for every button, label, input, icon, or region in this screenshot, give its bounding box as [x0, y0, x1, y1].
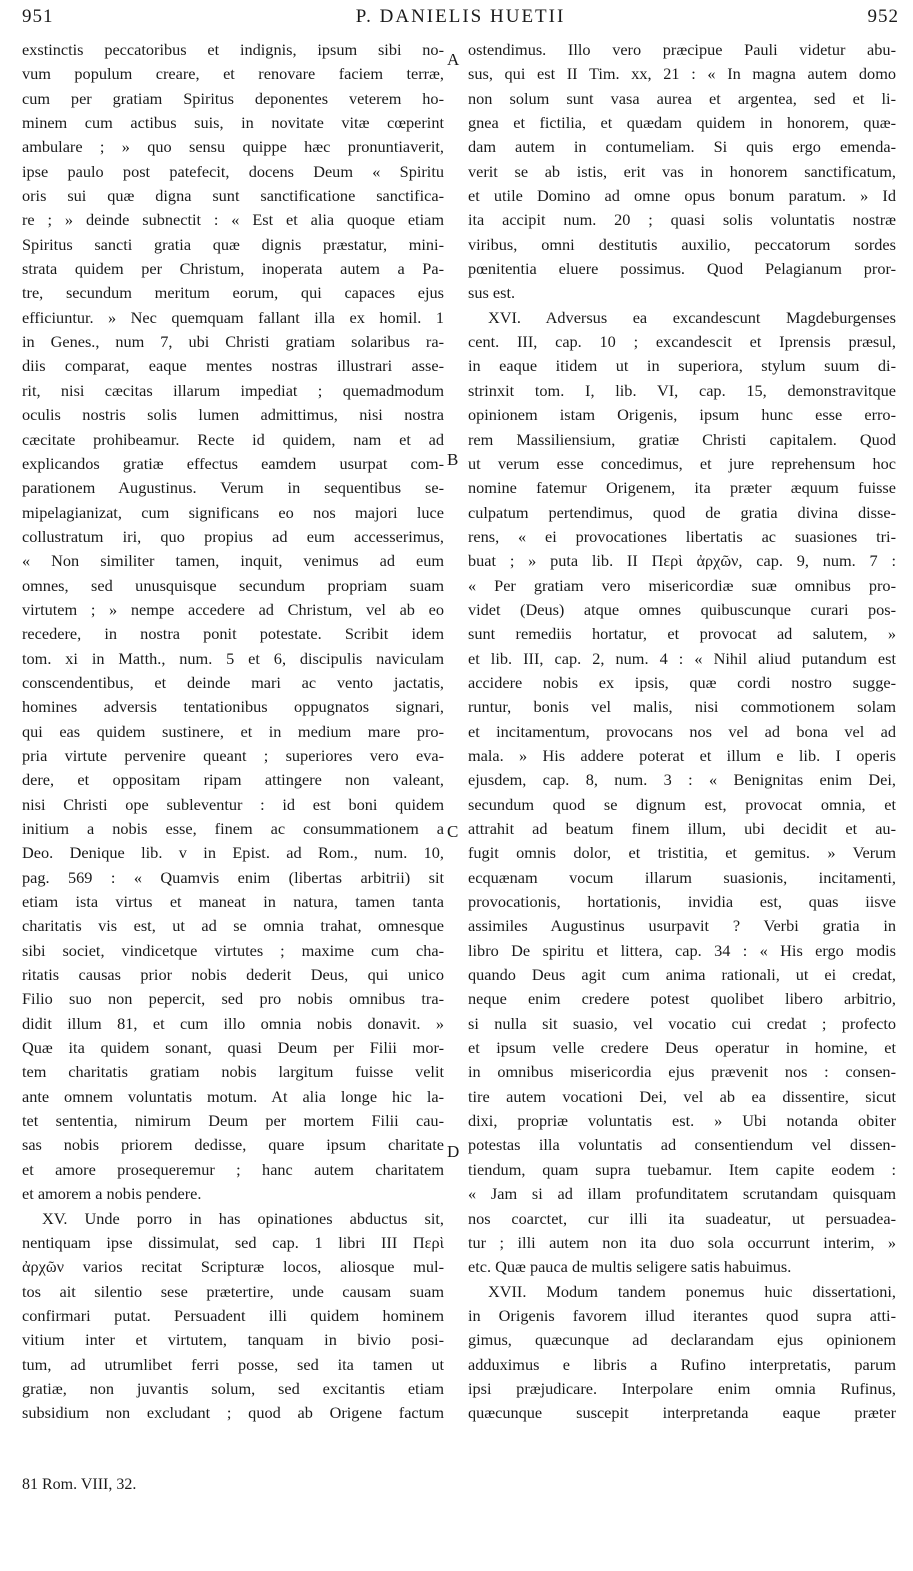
text-line: tire autem vocationi Dei, vel ab ea dissentire, sicut [468, 1086, 896, 1106]
text-line: Deo. Denique lib. v in Epist. ad Rom., num. 10, [22, 843, 444, 863]
text-line: quæcunque suscepit interpretanda eaque præter [468, 1403, 896, 1423]
text-line: verit se ab istis, erit vas in honorem sanctificatum, [468, 161, 896, 181]
text-line: in omnibus misericordia ejus prævenit nos : consen- [468, 1062, 896, 1082]
text-line: tem charitatis gratiam nobis largitum fuisse velit [22, 1062, 444, 1082]
text-line: non solum sunt vasa aurea et argentea, sed et li- [468, 88, 896, 108]
text-line: ecquænam vocum illarum suasionis, incitamenti, [468, 867, 896, 887]
text-line: virtutem ; » nempe accedere ad Christum, vel ab eo [22, 599, 444, 619]
text-line: in Genes., num 7, ubi Christi gratiam solaribus ra- [22, 332, 444, 352]
footnote: 81 Rom. VIII, 32. [22, 1476, 137, 1493]
text-line: strinxit tom. I, lib. VI, cap. 15, demonstravitque [468, 380, 896, 400]
text-line: « Jam si ad illam profunditatem scrutandam quisquam [468, 1184, 896, 1204]
text-line: nentiquam ipse dissimulat, sed cap. 1 libri III Περὶ [22, 1232, 444, 1252]
margin-letter-a: A [447, 50, 460, 69]
text-line: XVII. Modum tandem ponemus huic dissertationi, [488, 1281, 896, 1301]
text-line: ejusdem, cap. 8, num. 3 : « Benignitas enim Dei, [468, 770, 896, 790]
text-line: secundum quod se dignum est, provocat omnia, et [468, 794, 896, 814]
text-line: sibi societ, vindicetque virtutes ; maxime cum cha- [22, 940, 444, 960]
text-line: charitatis vis est, ut ad se omnia trahat, omnesque [22, 916, 444, 936]
text-line: assimiles Augustinus usurpavit ? Verbi gratia in [468, 916, 896, 936]
text-line: re ; » deinde subnectit : « Est et alia quoque etiam [22, 210, 444, 230]
text-line: explicandos gratiæ effectus eamdem usurpat com- [22, 453, 444, 473]
text-line: « Per gratiam vero misericordiæ suæ omnibus pro- [468, 575, 896, 595]
text-line: initium a nobis esse, finem ac consummationem a [22, 819, 444, 838]
text-line: tre, secundum meritum eorum, qui capaces ejus [22, 283, 444, 303]
text-line: sunt remediis hortatur, et provocat ad salutem, » [468, 624, 896, 644]
text-line: tet sententia, nimirum Deum per mortem Filii cau- [22, 1111, 444, 1131]
text-line: in Origenis favorem illud iterantes quod supra atti- [468, 1305, 896, 1325]
text-line: adduximus e libris a Rufino interpretatis, parum [468, 1354, 896, 1374]
text-line: rit, nisi cæcitas illarum impediat ; quemadmodum [22, 380, 444, 400]
text-line: ἀρχῶν varios recitat Scripturæ locos, aliosque mul- [22, 1257, 444, 1277]
text-line: fugit omnis dolor, et tristitia, et gemitus. » Verum [468, 843, 896, 863]
text-line: nisi Christi ope subleventur : id est boni quidem [22, 794, 444, 814]
text-line: nos coarctet, cur illi ita suadeatur, ut persuadea- [468, 1208, 896, 1228]
text-line: pria virtute pervenire queant ; superiores vero eva- [22, 745, 444, 765]
text-line: in eaque itidem ut in superiora, stylum suum di- [468, 356, 896, 376]
text-line: provocationis, hortationis, invidia est, quas iisve [468, 892, 896, 912]
text-line: oris sui quæ digna sunt sanctificatione sanctifica- [22, 186, 444, 206]
text-line: buat ; » puta lib. II Περὶ ἀρχῶν, cap. 9, num. 7 : [468, 551, 896, 571]
text-line: cum per gratiam Spiritus deponentes veterem ho- [22, 88, 444, 108]
text-line: accidere nobis ex ipsis, quæ cordi nostro sugge- [468, 672, 896, 692]
text-line: videt (Deus) atque omnes quibuscunque curari pos- [468, 599, 896, 619]
text-line: viribus, omni destitutis auxilio, peccatorum sordes [468, 234, 896, 254]
text-line: ita accipit num. 20 ; quasi solis voluntatis nostræ [468, 210, 896, 230]
left-page-number: 951 [22, 6, 54, 27]
text-line: cæcitate prohibeamur. Recte id quidem, nam et ad [22, 429, 444, 449]
text-line: subsidium non excludant ; quod ab Origene factum [22, 1403, 444, 1423]
text-line: conscendentibus, et deinde mari ac vento jactatis, [22, 672, 444, 692]
text-line: ritatis causas prior nobis dederit Deus, qui unico [22, 965, 444, 985]
text-line: tom. xi in Matth., num. 5 et 6, discipulis naviculam [22, 648, 444, 668]
text-line: gratiæ, non juvantis solum, sed excitantis etiam [22, 1378, 444, 1398]
text-line: pœnitentia eluere possimus. Quod Pelagianum pror- [468, 259, 896, 279]
text-line: Filio suo non pepercit, sed pro nobis omnibus tra- [22, 989, 444, 1009]
text-line: et amore prosequeremur ; hanc autem charitatem [22, 1159, 444, 1179]
text-line: tur ; illi autem non ita duo sola occurrunt interim, » [468, 1232, 896, 1252]
right-column [468, 38, 896, 1426]
text-line: diis comparat, eaque mentes nostras illustrari asse- [22, 356, 444, 376]
text-line: vum populum creare, et renovare faciem terræ, [22, 64, 444, 84]
left-column [22, 38, 444, 1426]
text-line: sas nobis priorem dedisse, quare ipsum charitate [22, 1135, 444, 1155]
text-line: omnes, sed unusquisque secundum propriam suam [22, 575, 444, 595]
text-line: XV. Unde porro in has opinationes abductus sit, [42, 1208, 444, 1228]
text-line: collustratum iri, quo propius ad eum accesserimus, [22, 526, 444, 546]
margin-letter-d: D [447, 1142, 460, 1161]
text-line: parationem Augustinus. Verum in sequentibus se- [22, 478, 444, 498]
text-line: cent. III, cap. 10 ; excandescit et Iprensis præsul, [468, 332, 896, 352]
text-line: culpatum pertendimus, quod de gratia divina disse- [468, 502, 896, 522]
text-line: tum, ad utrumlibet ferri posse, sed ita tamen ut [22, 1354, 444, 1374]
text-line: et utile Domino ad omne opus bonum paratum. » Id [468, 186, 896, 206]
right-page-number: 952 [867, 6, 899, 27]
text-line: Spiritus sancti gratia quæ dignis præstatur, mini- [22, 234, 444, 254]
margin-letter-c: C [447, 822, 459, 841]
text-line: tos ait silentio sese prætertire, unde causam suam [22, 1281, 444, 1301]
text-line: dam autem in contumeliam. Si quis ergo emenda- [468, 137, 896, 157]
text-line: sus est. [468, 283, 516, 303]
text-line: et lib. III, cap. 2, num. 4 : « Nihil aliud putandum est [468, 648, 896, 668]
text-line: sus, qui est II Tim. xx, 21 : « In magna autem domo [468, 64, 896, 84]
text-line: etc. Quæ pauca de multis seligere satis habuimus. [468, 1257, 792, 1277]
running-header [22, 6, 899, 30]
running-title: P. DANIELIS HUETII [355, 6, 566, 27]
text-line: si nulla sit suasio, vel vocatio cui credat ; profecto [468, 1013, 896, 1033]
text-line: ipse paulo post patefecit, docens Deum « Spiritu [22, 161, 444, 181]
text-line: mipelagianizat, cum significans eo nos majori luce [22, 502, 444, 522]
text-line: gimus, quæcunque ad declarandam ejus opinionem [468, 1330, 896, 1350]
text-line: recedere, in nostra ponit potestate. Scribit idem [22, 624, 444, 644]
text-line: homines adversis tentationibus oppugnatos signari, [22, 697, 444, 717]
text-line: efficiuntur. » Nec quemquam fallant illa ex homil. 1 [22, 307, 444, 327]
text-line: ante omnem voluntatis motum. At alia longe hic la- [22, 1086, 444, 1106]
text-line: libro De spiritu et littera, cap. 34 : « His ergo modis [468, 940, 896, 960]
text-line: tiendum, quam supra tuebamur. Item capite eodem : [468, 1159, 896, 1179]
text-line: rens, « ei provocationes libertatis ac suasiones tri- [468, 526, 896, 546]
text-line: et ipsum velle credere Deus operatur in homine, et [468, 1038, 896, 1058]
text-line: pag. 569 : « Quamvis enim (libertas arbitrii) sit [22, 867, 444, 887]
text-line: quando Deus agit cum anima rationali, ut ei credat, [468, 965, 896, 985]
text-line: rem Massiliensium, gratiæ Christi capitalem. Quod [468, 429, 896, 449]
text-line: oculis nostris solis lumen admittimus, nisi nostra [22, 405, 444, 425]
text-line: potestas illa voluntatis ad consentiendum vel dissen- [468, 1135, 896, 1155]
text-line: mala. » His addere poterat et illum e lib. I operis [468, 745, 896, 765]
text-line: vitium inter et virtutem, tanquam in bivio posi- [22, 1330, 444, 1350]
text-line: XVI. Adversus ea excandescunt Magdeburgenses [488, 307, 896, 327]
text-line: ipsi præjudicare. Interpolare enim omnia Rufinus, [468, 1378, 896, 1398]
text-line: « Non similiter tamen, inquit, venimus ad eum [22, 551, 444, 571]
text-line: exstinctis peccatoribus et indignis, ipsum sibi no- [22, 40, 444, 59]
text-line: neque enim credere potest quolibet libero arbitrio, [468, 989, 896, 1009]
margin-letter-b: B [447, 450, 459, 469]
text-line: minem cum actibus suis, in novitate vitæ cœperint [22, 113, 444, 133]
text-line: Quæ ita quidem sonant, quasi Deum per Filii mor- [22, 1038, 444, 1058]
text-line: runtur, bonis vel malis, nisi commotionem solam [468, 697, 896, 717]
text-line: attrahit ad beatum finem illum, ubi decidit et au- [468, 819, 896, 838]
text-line: et amorem a nobis pendere. [22, 1184, 202, 1204]
text-line: confirmari putat. Persuadent illi quidem hominem [22, 1305, 444, 1325]
text-line: didit illum 81, et cum illo omnia nobis donavit. » [22, 1013, 444, 1033]
text-line: ambulare ; » quo sensu quippe hæc pronuntiaverit, [22, 137, 444, 157]
text-line: ut verum esse concedimus, et jure reprehensum hoc [468, 453, 896, 473]
text-line: dixi, propriæ voluntatis est. » Ubi notanda obiter [468, 1111, 896, 1131]
text-line: opinionem istam Origenis, ipsum hunc esse erro- [468, 405, 896, 425]
text-line: et incitamentum, provocans nos vel ad bona vel ad [468, 721, 896, 741]
text-line: etiam ista virtus et maneat in natura, tamen tanta [22, 892, 444, 912]
text-line: nomine fatemur Origenem, ita præter æquum fuisse [468, 478, 896, 498]
text-line: ostendimus. Illo vero præcipue Pauli videtur abu- [468, 40, 896, 59]
text-line: dere, et oppositam ripam attingere non valeant, [22, 770, 444, 790]
text-line: qui eas quidem sustinere, et in medium mare pro- [22, 721, 444, 741]
text-line: gnea et fictilia, et quædam quidem in honorem, quæ- [468, 113, 896, 133]
text-line: strata quidem per Christum, inoperata autem a Pa- [22, 259, 444, 279]
